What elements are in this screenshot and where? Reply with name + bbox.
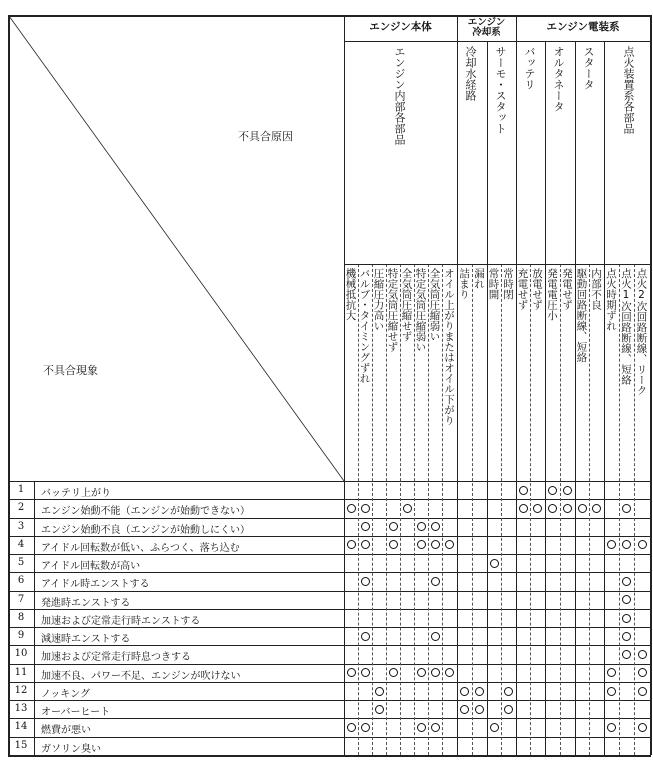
- cause-label: 発電電圧小: [546, 268, 558, 321]
- cause-mark-circle: [578, 504, 587, 513]
- cause-label: バルブ・タイミングずれ: [358, 268, 371, 384]
- symptom-text: アイドル時エンストする: [41, 579, 150, 591]
- cause-label: 常時閉: [502, 268, 514, 300]
- row-number: 11: [14, 666, 28, 678]
- component-alternator: オルタネータ: [552, 46, 565, 112]
- cause-mark-circle: [375, 687, 384, 696]
- cause-mark-circle: [622, 504, 631, 513]
- symptom-text: 燃費が悪い: [41, 725, 91, 737]
- cause-mark-circle: [431, 632, 440, 641]
- cause-mark-circle: [347, 504, 356, 513]
- cause-mark-circle: [361, 522, 370, 531]
- cause-label: 機械抵抗大: [344, 268, 357, 321]
- cause-label: 点火1次回路断線、短絡: [620, 268, 632, 385]
- cause-mark-circle: [417, 522, 426, 531]
- cause-mark-circle: [361, 723, 370, 732]
- cause-mark-circle: [504, 687, 513, 696]
- group-header-engine-electrical: エンジン電装系: [546, 21, 620, 34]
- cause-mark-circle: [361, 540, 370, 549]
- component-ignition-parts: 点火装置系各部品: [622, 46, 635, 134]
- cause-label: 点火時期ずれ: [605, 268, 617, 331]
- cause-label: 漏れ: [473, 268, 485, 289]
- cause-mark-circle: [638, 723, 647, 732]
- cause-mark-circle: [638, 650, 647, 659]
- cause-mark-circle: [375, 705, 384, 714]
- cause-mark-circle: [460, 705, 469, 714]
- symptom-text: 加速および定常走行時息つきする: [41, 652, 191, 664]
- row-number: 4: [17, 538, 25, 550]
- component-thermostat: サーモ・スタット: [494, 46, 507, 134]
- component-battery: バッテリ: [523, 46, 536, 90]
- cause-label: 発電せず: [561, 268, 573, 310]
- cause-mark-circle: [622, 632, 631, 641]
- cause-mark-circle: [431, 723, 440, 732]
- cause-label: 特定気筒圧縮弱い: [414, 268, 427, 352]
- row-number: 13: [14, 703, 28, 715]
- cause-label: 駆動回路断線、短絡: [575, 268, 588, 363]
- cause-label: オイル上がりまたはオイル下がり: [443, 268, 455, 426]
- cause-mark-circle: [638, 540, 647, 549]
- row-number: 15: [14, 739, 28, 751]
- symptom-text: オーバーヒート: [41, 707, 111, 719]
- cause-label: 点火2次回路断線、リーク: [635, 268, 648, 396]
- cause-mark-circle: [389, 522, 398, 531]
- cause-mark-circle: [361, 632, 370, 641]
- cause-label: 特定気筒圧縮せず: [386, 268, 399, 352]
- cause-mark-circle: [504, 705, 513, 714]
- cause-mark-circle: [417, 723, 426, 732]
- cause-mark-circle: [607, 687, 616, 696]
- symptom-axis-label: 不具合現象: [43, 364, 98, 377]
- row-number: 3: [17, 520, 25, 532]
- cause-mark-circle: [417, 540, 426, 549]
- cause-mark-circle: [490, 723, 499, 732]
- cause-mark-circle: [389, 540, 398, 549]
- cause-axis-label: 不具合原因: [238, 130, 293, 143]
- cause-label: 内部不良: [590, 268, 602, 310]
- row-number: 7: [17, 593, 25, 605]
- cause-mark-circle: [533, 504, 542, 513]
- row-number: 1: [17, 484, 25, 495]
- cause-label: 全気筒圧縮せず: [400, 268, 413, 342]
- row-number: 2: [17, 502, 25, 514]
- component-engine-internal-parts: エンジン内部各部品: [393, 46, 406, 145]
- symptom-text: 加速および定常走行時エンストする: [41, 615, 201, 627]
- cause-mark-circle: [460, 687, 469, 696]
- cause-mark-circle: [389, 668, 398, 677]
- cause-mark-circle: [622, 577, 631, 586]
- cause-mark-circle: [490, 559, 499, 568]
- symptom-text: ガソリン臭い: [41, 743, 101, 755]
- row-number: 8: [17, 611, 25, 623]
- cause-label: 圧縮圧力高い: [372, 268, 385, 331]
- symptom-text: 加速不良、パワー不足、エンジンが吹けない: [41, 670, 241, 682]
- cause-mark-circle: [475, 705, 484, 714]
- cause-mark-circle: [519, 504, 528, 513]
- cause-mark-circle: [431, 668, 440, 677]
- cause-mark-circle: [548, 504, 557, 513]
- row-number: 10: [14, 648, 28, 660]
- group-header-engine-body: エンジン本体: [369, 21, 432, 34]
- component-coolant-passage: 冷却水経路: [464, 46, 477, 101]
- cause-mark-circle: [519, 486, 528, 495]
- cause-mark-circle: [361, 577, 370, 586]
- cause-label: 放電せず: [531, 268, 543, 310]
- cause-mark-circle: [475, 687, 484, 696]
- symptom-text: アイドル回転数が高い: [41, 561, 141, 573]
- cause-mark-circle: [563, 504, 572, 513]
- cause-mark-circle: [563, 486, 572, 495]
- cause-mark-circle: [622, 650, 631, 659]
- symptom-text: 減速時エンストする: [41, 634, 131, 646]
- row-number: 6: [17, 575, 25, 587]
- row-number: 12: [14, 684, 28, 696]
- row-number: 9: [17, 630, 25, 642]
- cause-mark-circle: [431, 577, 440, 586]
- cause-mark-circle: [403, 504, 412, 513]
- cause-mark-circle: [622, 614, 631, 623]
- cause-mark-circle: [347, 540, 356, 549]
- symptom-text: アイドル回転数が低い、ふらつく、落ち込む: [41, 542, 240, 554]
- symptom-text: 発進時エンストする: [41, 597, 131, 609]
- symptom-text: バッテリ上がり: [41, 488, 111, 499]
- cause-label: 全気筒圧縮弱い: [428, 268, 441, 342]
- cause-mark-circle: [417, 668, 426, 677]
- cause-mark-circle: [347, 723, 356, 732]
- cause-mark-circle: [592, 504, 601, 513]
- cause-label: 充電せず: [516, 268, 529, 310]
- group-header-engine-cooling: エンジン 冷却系: [467, 17, 506, 38]
- cause-mark-circle: [431, 540, 440, 549]
- cause-mark-circle: [347, 668, 356, 677]
- cause-label: 詰まり: [458, 268, 470, 300]
- component-starter: スタータ: [582, 46, 595, 90]
- cause-mark-circle: [431, 522, 440, 531]
- symptom-text: エンジン始動不良（エンジンが始動しにくい）: [41, 524, 250, 536]
- cause-mark-circle: [638, 668, 647, 677]
- symptom-text: エンジン始動不能（エンジンが始動できない）: [41, 506, 250, 518]
- cause-mark-circle: [638, 687, 647, 696]
- cause-mark-circle: [548, 486, 557, 495]
- cause-mark-circle: [361, 668, 370, 677]
- row-number: 5: [17, 557, 25, 569]
- cause-mark-circle: [361, 504, 370, 513]
- cause-label: 常時開: [487, 268, 500, 300]
- symptom-text: ノッキング: [41, 688, 90, 700]
- row-number: 14: [14, 721, 28, 733]
